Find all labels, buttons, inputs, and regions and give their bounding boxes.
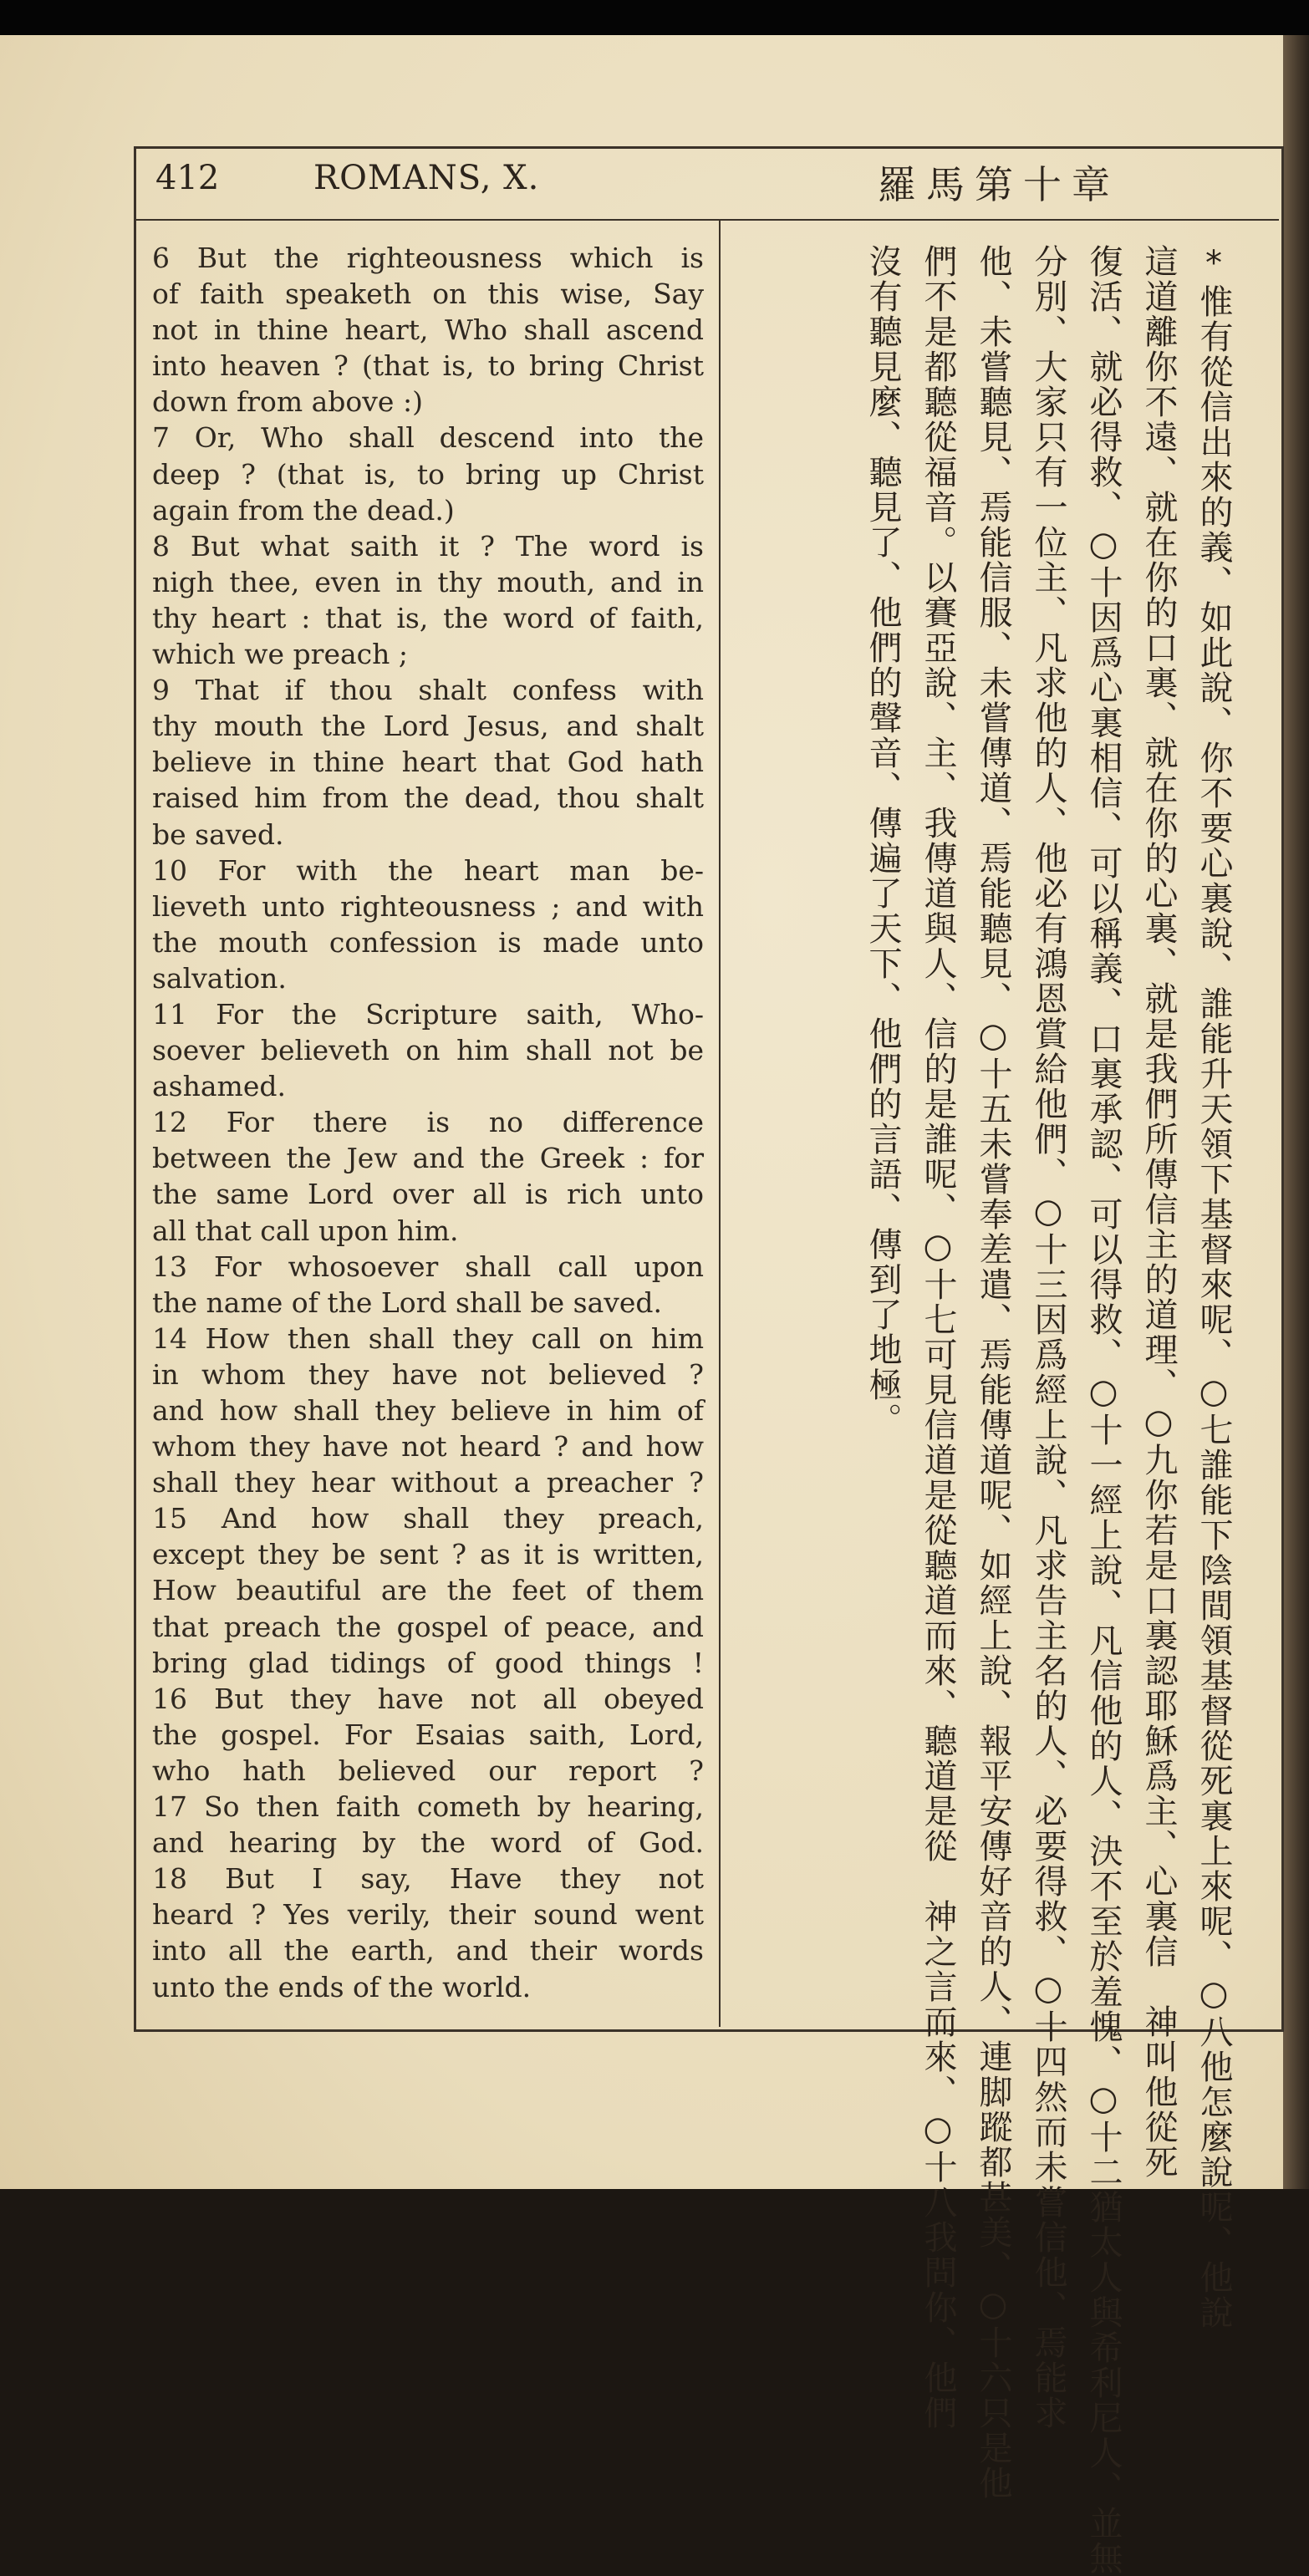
english-line: not in thine heart, Who shall ascend: [152, 313, 704, 347]
english-text: [152, 240, 704, 2005]
english-line: whom they have not heard ? and how: [152, 1430, 704, 1464]
english-line: ashamed.: [152, 1070, 286, 1103]
running-title: ROMANS, X.: [313, 159, 540, 197]
top-dark-band: [0, 0, 1309, 40]
english-line: again from the dead.): [152, 493, 455, 527]
english-line: shall they hear without a preacher ?: [152, 1466, 704, 1499]
english-line: down from above :): [152, 385, 423, 419]
english-line: thy heart : that is, the word of faith,: [152, 601, 704, 634]
english-line: 9 That if thou shalt confess with: [152, 674, 704, 707]
english-line: 12 For there is no difference: [152, 1106, 704, 1139]
english-line: into all the earth, and their words: [152, 1934, 704, 1968]
english-line: 11 For the Scripture saith, Who-: [152, 997, 704, 1031]
english-line: the mouth confession is made unto: [152, 925, 704, 959]
english-line: and hearing by the word of God.: [152, 1826, 704, 1860]
english-line: the name of the Lord shall be saved.: [152, 1285, 663, 1319]
english-line: who hath believed our report ?: [152, 1754, 704, 1787]
chinese-column: *惟有從信出來的義、如此說、你不要心裏說、誰能升天領下基督來呢、○七誰能下陰間領基督從死裏上來呢、○八他怎麼說呢、他說: [1194, 244, 1233, 2330]
english-line: deep ? (that is, to bring up Christ: [152, 457, 704, 491]
column-divider: [719, 221, 721, 2027]
english-line: of faith speaketh on this wise, Say: [152, 277, 704, 311]
english-line: raised him from the dead, thou shalt: [152, 781, 704, 815]
page-number: 412: [155, 159, 220, 197]
english-line: 16 But they have not all obeyed: [152, 1682, 704, 1715]
chinese-title: 羅馬第十章: [878, 162, 1120, 207]
english-line: and how shall they believe in him of: [152, 1394, 704, 1427]
english-line: 15 And how shall they preach,: [152, 1502, 704, 1535]
english-line: between the Jew and the Greek : for: [152, 1142, 704, 1175]
chinese-column: 他、未嘗聽見、焉能信服、未嘗傳道、焉能聽見、○十五未嘗奉差遣、焉能傳道呢、如經上說、報平安傳好音的人、連脚蹤都甚美、○十六只是他: [974, 244, 1012, 2501]
english-line: 8 But what saith it ? The word is: [152, 529, 704, 563]
english-line: nigh thee, even in thy mouth, and in: [152, 565, 704, 598]
english-line: 17 So then faith cometh by hearing,: [152, 1790, 704, 1824]
english-line: salvation.: [152, 961, 287, 995]
english-line: the same Lord over all is rich unto: [152, 1178, 704, 1211]
chinese-column: 復活、就必得救、○十因爲心裏相信、可以稱義、口裏承認、可以得救、○十一經上說、凡信他的人、決不至於羞愧、○十二猶太人與希利尼人、並無: [1084, 244, 1123, 2576]
chinese-column: 分別、大家只有一位主、凡求他的人、他必有鴻恩賞給他們、○十三因爲經上說、凡求告主名的人、必要得救、○十四然而未嘗信他、焉能求: [1029, 244, 1067, 2431]
chinese-column: 這道離你不遠、就在你的口裏、就在你的心裏、就是我們所傳信主的道理、○九你若是口裏認耶穌爲主、心裏信 神叫他從死: [1139, 244, 1178, 2180]
english-line: believe in thine heart that God hath: [152, 746, 704, 779]
english-line: except they be sent ? as it is written,: [152, 1538, 704, 1571]
english-line: 14 How then shall they call on him: [152, 1321, 704, 1355]
english-line: 7 Or, Who shall descend into the: [152, 421, 704, 455]
english-line: 13 For whosoever shall call upon: [152, 1250, 704, 1283]
english-line: 10 For with the heart man be-: [152, 853, 704, 887]
english-line: 18 But I say, Have they not: [152, 1862, 704, 1896]
english-line: in whom they have not believed ?: [152, 1357, 704, 1391]
english-line: bring glad tidings of good things !: [152, 1646, 704, 1679]
page-edge: [1283, 35, 1309, 2189]
english-line: that preach the gospel of peace, and: [152, 1610, 704, 1643]
english-line: 6 But the righteousness which is: [152, 242, 704, 274]
english-line: unto the ends of the world.: [152, 1970, 532, 2003]
english-line: How beautiful are the feet of them: [152, 1574, 704, 1607]
english-line: be saved.: [152, 817, 284, 851]
english-line: soever believeth on him shall not be: [152, 1034, 704, 1067]
english-line: which we preach ;: [152, 638, 408, 671]
english-line: all that call upon him.: [152, 1214, 459, 1247]
english-line: heard ? Yes verily, their sound went: [152, 1898, 704, 1932]
chinese-column: 們不是都聽從福音。以賽亞說、主、我傳道與人、信的是誰呢、○十七可見信道是從聽道而來、聽道是從 神之言而來、○十八我問你、他們: [919, 244, 957, 2431]
english-line: lieveth unto righteousness ; and with: [152, 889, 704, 923]
header-rule: [136, 219, 1279, 221]
english-line: the gospel. For Esaias saith, Lord,: [152, 1718, 704, 1751]
chinese-column: 沒有聽見麼、聽見了、他們的聲音、傳遍了天下、他們的言語、傳到了地極。: [863, 244, 902, 1438]
english-line: thy mouth the Lord Jesus, and shalt: [152, 710, 704, 743]
english-line: into heaven ? (that is, to bring Christ: [152, 349, 704, 383]
